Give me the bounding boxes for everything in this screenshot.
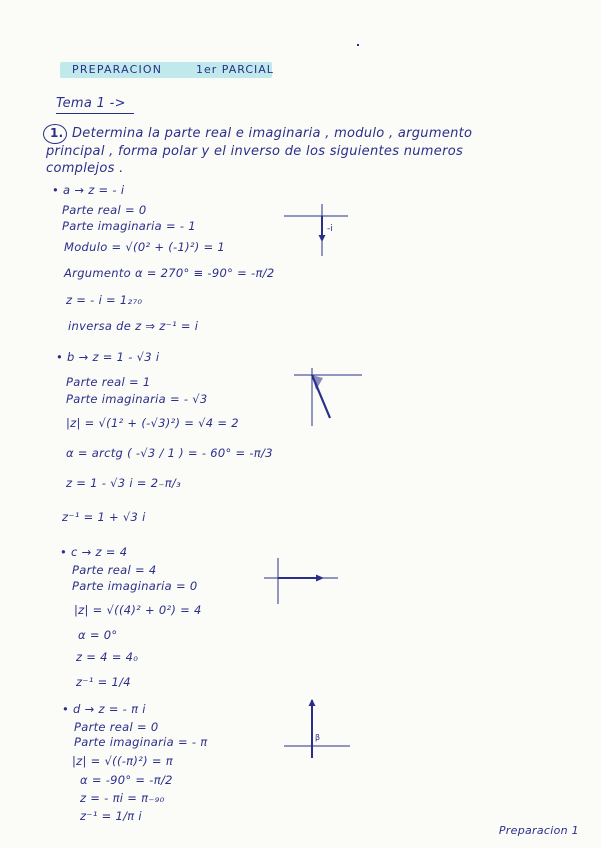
section-b-line: α = arctg ( -√3 / 1 ) = - 60° = -π/3 bbox=[66, 446, 273, 460]
page-title: PREPARACION bbox=[72, 63, 163, 76]
section-b-line: Parte imaginaria = - √3 bbox=[66, 392, 208, 406]
statement-line: principal , forma polar y el inverso de los siguientes numeros bbox=[46, 144, 464, 159]
argand-diagram-d bbox=[282, 696, 354, 760]
section-a-line: Parte imaginaria = - 1 bbox=[62, 219, 196, 233]
section-b-heading: • b → z = 1 - √3 i bbox=[56, 350, 160, 364]
section-a-heading: • a → z = - i bbox=[52, 183, 125, 197]
section-b-line: z = 1 - √3 i = 2₋π/₃ bbox=[66, 476, 181, 490]
section-c-heading: • c → z = 4 bbox=[60, 545, 128, 559]
graph-a-label: -i bbox=[327, 224, 333, 234]
footer-note: Preparacion 1 bbox=[498, 824, 579, 837]
statement-line: Determina la parte real e imaginaria , modulo , argumento bbox=[72, 126, 473, 141]
section-a-line: z = - i = 1₂₇₀ bbox=[66, 293, 143, 307]
problem-number: 1. bbox=[50, 126, 64, 140]
section-a-line: inversa de z ⇒ z⁻¹ = i bbox=[68, 319, 199, 333]
ink-dot bbox=[357, 44, 359, 46]
section-b-line: z⁻¹ = 1 + √3 i bbox=[62, 510, 146, 524]
section-b-line: |z| = √(1² + (-√3)²) = √4 = 2 bbox=[66, 416, 239, 430]
page-subtitle: 1er PARCIAL bbox=[196, 63, 274, 76]
section-a-line: Argumento α = 270° ≡ -90° = -π/2 bbox=[64, 266, 275, 280]
section-a-line: Modulo = √(0² + (-1)²) = 1 bbox=[64, 240, 226, 254]
section-d-line: α = -90° = -π/2 bbox=[80, 773, 173, 787]
svg-text:β: β bbox=[315, 733, 321, 742]
section-d-line: z⁻¹ = 1/π i bbox=[80, 809, 142, 823]
argand-diagram-b bbox=[292, 366, 366, 428]
section-d-line: Parte imaginaria = - π bbox=[74, 735, 208, 749]
section-b-line: Parte real = 1 bbox=[66, 375, 151, 389]
tema-heading: Tema 1 -> bbox=[56, 96, 126, 111]
section-d-line: z = - πi = π₋₉₀ bbox=[80, 791, 165, 805]
section-c-line: z = 4 = 4₀ bbox=[76, 650, 139, 664]
section-c-line: z⁻¹ = 1/4 bbox=[76, 675, 131, 689]
argand-diagram-a bbox=[282, 202, 352, 258]
section-d-line: |z| = √((-π)²) = π bbox=[72, 754, 173, 768]
section-d-line: Parte real = 0 bbox=[74, 720, 159, 734]
section-c-line: |z| = √((4)² + 0²) = 4 bbox=[74, 603, 202, 617]
argand-diagram-c bbox=[262, 556, 342, 606]
section-a-line: Parte real = 0 bbox=[62, 203, 147, 217]
section-c-line: Parte imaginaria = 0 bbox=[72, 579, 198, 593]
section-c-line: α = 0° bbox=[78, 628, 118, 642]
section-d-heading: • d → z = - π i bbox=[62, 702, 146, 716]
tema-underline bbox=[56, 113, 134, 114]
statement-line: complejos . bbox=[46, 161, 124, 176]
section-c-line: Parte real = 4 bbox=[72, 563, 157, 577]
